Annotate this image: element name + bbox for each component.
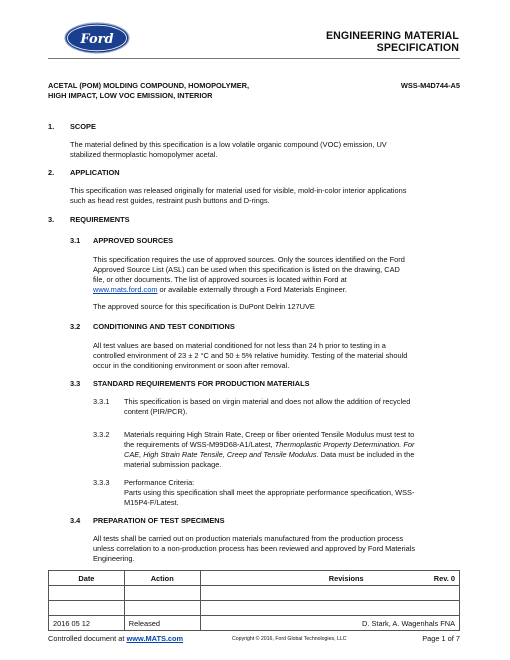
- item-3-3-2-line-3-post: . Data must be included in the: [316, 450, 415, 459]
- conditioning-line-1: All test values are based on material conditioned for not less than 24 h prior to testing in a: [93, 341, 386, 350]
- table-row: [49, 616, 460, 631]
- approved-sources-line-4: [93, 285, 463, 295]
- section-scope-number: 1.: [48, 122, 55, 131]
- section-application-number: 2.: [48, 168, 55, 177]
- section-3-4-text: [93, 534, 463, 564]
- item-3-3-2-number: 3.3.2: [93, 430, 110, 439]
- ford-logo-text: Ford: [80, 32, 114, 47]
- section-scope-text: [70, 140, 470, 160]
- section-application-text: [70, 186, 470, 206]
- item-3-3-1-number: 3.3.1: [93, 397, 110, 406]
- item-3-3-2-line-4: material submission package.: [124, 460, 222, 469]
- document-number: WSS-M4D744-A5: [400, 81, 460, 90]
- item-3-3-2-line-3: [124, 450, 464, 460]
- footer-page-number: Page 1 of 7: [422, 634, 460, 643]
- item-3-3-2-line-2: [124, 440, 464, 450]
- item-3-3-2-line-1: Materials requiring High Strain Rate, Creep or fiber oriented Tensile Modulus must test to: [124, 430, 415, 439]
- page-header-title: ENGINEERING MATERIAL SPECIFICATION: [325, 30, 459, 54]
- preparation-line-1: All tests shall be carried out on production materials manufactured from the production process: [93, 534, 404, 543]
- section-scope-title: SCOPE: [70, 122, 96, 131]
- approved-sources-line-3: file, or other documents. The list of approved sources is located within Ford at: [93, 275, 347, 284]
- item-3-3-3-line-1: Performance Criteria:: [124, 478, 195, 487]
- item-3-3-3-number: 3.3.3: [93, 478, 110, 487]
- mats-ford-link[interactable]: www.mats.ford.com: [93, 285, 158, 294]
- item-3-3-1-line-1: This specification is based on virgin material and does not allow the addition of recycled: [124, 397, 411, 406]
- cell-revisions: D. Stark, A. Wagenhals FNA: [200, 616, 459, 631]
- column-header-date: Date: [49, 571, 125, 586]
- section-3-1-text: [93, 255, 463, 295]
- item-3-3-1-line-2: content (PIR/PCR).: [124, 407, 188, 416]
- approved-source-statement: The approved source for this specification is DuPont Delrin 127UVE: [93, 302, 315, 311]
- footer-copyright: Copyright © 2016, Ford Global Technologies, LLC: [232, 636, 347, 642]
- section-application-title: APPLICATION: [70, 168, 120, 177]
- revision-table-header: [49, 571, 460, 586]
- section-requirements-number: 3.: [48, 215, 55, 224]
- section-3-2-text: [93, 341, 463, 371]
- cell-date: 2016 05 12: [49, 616, 125, 631]
- approved-sources-line-1: This specification requires the use of approved sources. Only the sources identified on the Ford: [93, 255, 405, 264]
- header-divider: [48, 58, 460, 59]
- preparation-line-3: Engineering.: [93, 554, 135, 563]
- cell-action: Released: [124, 616, 200, 631]
- revision-table: [48, 570, 460, 631]
- document-title-line-1: ACETAL (POM) MOLDING COMPOUND, HOMOPOLYMER,: [48, 81, 250, 90]
- conditioning-line-3: occur in the conditioning environment or soon after removal.: [93, 361, 290, 370]
- footer-mats-link[interactable]: www.MATS.com: [126, 634, 184, 643]
- section-3-2-number: 3.2: [70, 322, 81, 331]
- ford-logo: [64, 22, 130, 54]
- application-line-2: such as head rest guides, restraint push buttons and D-rings.: [70, 196, 270, 205]
- approved-sources-line-2: Approved Source List (ASL) can be used when this specification is listed on the drawing, CAD: [93, 265, 400, 274]
- section-3-3-number: 3.3: [70, 379, 81, 388]
- item-3-3-2-line-2-pre: the requirements of WSS-M99D68-A1/Latest,: [124, 440, 275, 449]
- preparation-line-2: unless correlation to a non-production process has been reviewed and approved by Ford Materials: [93, 544, 416, 553]
- item-3-3-2-line-3-italic: CAE, High Strain Rate Tensile, Creep and Tensile Modulus: [124, 450, 317, 459]
- column-header-rev: Rev. 0: [382, 571, 460, 586]
- document-title: [48, 81, 328, 101]
- conditioning-line-2: controlled environment of 23 ± 2 °C and 50 ± 5% relative humidity. Testing of the material should: [93, 351, 408, 360]
- table-row-empty-1: [49, 586, 460, 601]
- item-3-3-1-text: [124, 397, 464, 417]
- column-header-action: Action: [124, 571, 200, 586]
- approved-sources-line-4-rest: or available externally through a Ford Materials Engineer.: [157, 285, 347, 294]
- section-3-2-title: CONDITIONING AND TEST CONDITIONS: [93, 322, 235, 331]
- document-title-line-2: HIGH IMPACT, LOW VOC EMISSION, INTERIOR: [48, 91, 213, 100]
- application-line-1: This specification was released originally for material used for visible, mold-in-color interior applications: [70, 186, 407, 195]
- column-header-revisions: Revisions: [200, 571, 382, 586]
- section-3-1-title: APPROVED SOURCES: [93, 236, 174, 245]
- item-3-3-3-text: [124, 478, 464, 508]
- table-row-empty-2: [49, 601, 460, 616]
- item-3-3-2-line-2-italic: Thermoplastic Property Determination. For: [274, 440, 415, 449]
- section-3-4-number: 3.4: [70, 516, 81, 525]
- scope-line-1: The material defined by this specification is a low volatile organic compound (VOC) emission, UV: [70, 140, 387, 149]
- scope-line-2: stabilized thermoplastic homopolymer acetal.: [70, 150, 218, 159]
- section-3-4-title: PREPARATION OF TEST SPECIMENS: [93, 516, 225, 525]
- footer-controlled-document: [48, 634, 183, 643]
- section-3-3-title: STANDARD REQUIREMENTS FOR PRODUCTION MATERIALS: [93, 379, 310, 388]
- item-3-3-3-line-2: Parts using this specification shall meet the appropriate performance specification, WSS-: [124, 488, 415, 497]
- section-requirements-title: REQUIREMENTS: [70, 215, 130, 224]
- section-3-1-number: 3.1: [70, 236, 81, 245]
- item-3-3-3-line-3: M15P4-F/Latest.: [124, 498, 179, 507]
- item-3-3-2-text: [124, 430, 464, 470]
- footer-controlled-text: Controlled document at: [48, 634, 127, 643]
